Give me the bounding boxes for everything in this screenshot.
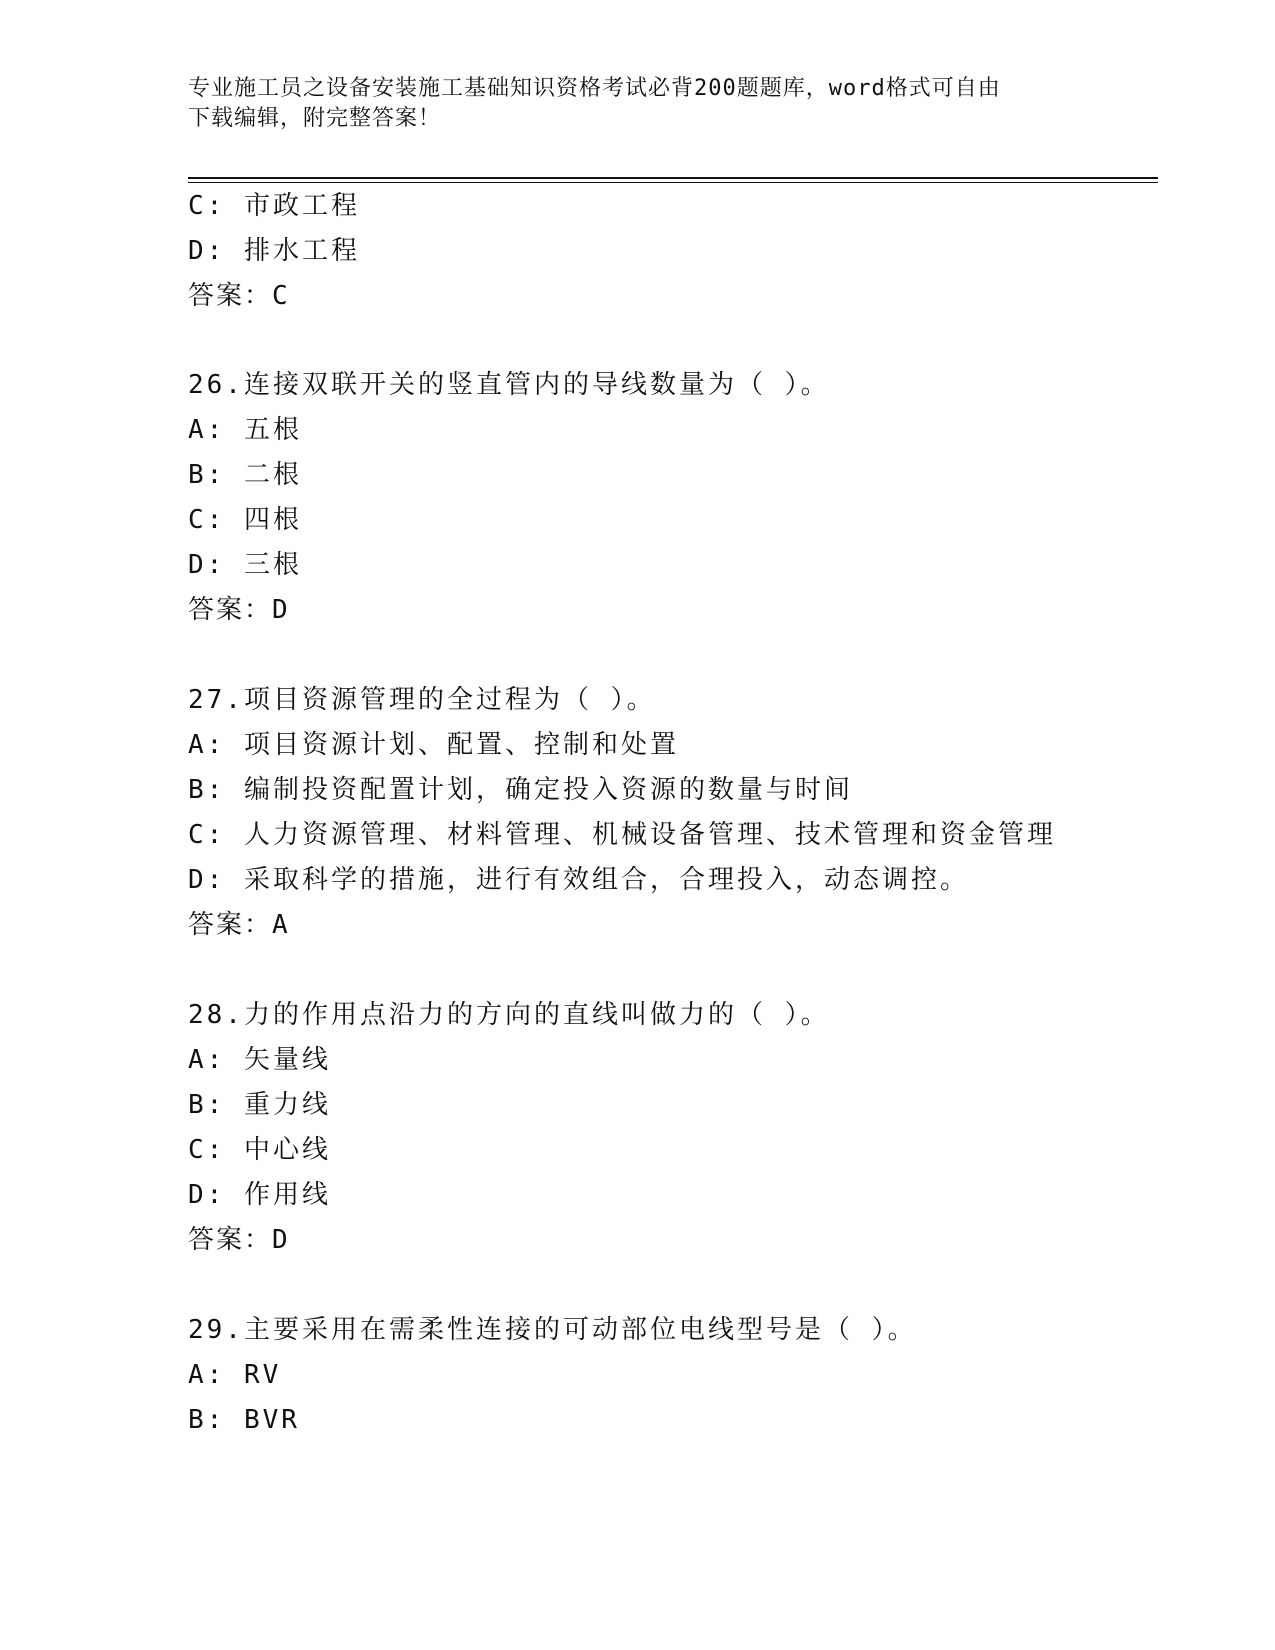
question-28-option-c: C: 中心线 <box>188 1135 331 1165</box>
header-divider-thick <box>188 177 1158 179</box>
question-29-option-a: A: RV <box>188 1360 282 1390</box>
header-divider-thin <box>188 182 1158 183</box>
question-27-option-c: C: 人力资源管理、材料管理、机械设备管理、技术管理和资金管理 <box>188 820 1056 850</box>
question-26-option-a: A: 五根 <box>188 415 302 445</box>
question-27-text: 27.项目资源管理的全过程为（ ）。 <box>188 685 656 715</box>
prev-question-option-d: D: 排水工程 <box>188 236 360 266</box>
question-26-option-d: D: 三根 <box>188 550 302 580</box>
question-27-option-b: B: 编制投资配置计划，确定投入资源的数量与时间 <box>188 775 853 805</box>
question-28-answer: 答案：D <box>188 1225 290 1255</box>
question-27-option-d: D: 采取科学的措施，进行有效组合，合理投入，动态调控。 <box>188 865 969 895</box>
prev-question-option-c: C: 市政工程 <box>188 191 360 221</box>
document-header: 专业施工员之设备安装施工基础知识资格考试必背200题题库，word格式可自由 下载编辑，附完整答案！ <box>188 76 1001 131</box>
question-26-text: 26.连接双联开关的竖直管内的导线数量为（ ）。 <box>188 370 830 400</box>
question-26-answer: 答案：D <box>188 595 290 625</box>
question-29-text: 29.主要采用在需柔性连接的可动部位电线型号是（ ）。 <box>188 1315 917 1345</box>
question-29-option-b: B: BVR <box>188 1405 300 1435</box>
question-26-option-b: B: 二根 <box>188 460 302 490</box>
question-27-option-a: A: 项目资源计划、配置、控制和处置 <box>188 730 679 760</box>
prev-question-answer: 答案：C <box>188 281 290 311</box>
question-28-text: 28.力的作用点沿力的方向的直线叫做力的（ ）。 <box>188 1000 830 1030</box>
question-27-answer: 答案：A <box>188 910 290 940</box>
question-26-option-c: C: 四根 <box>188 505 302 535</box>
question-28-option-d: D: 作用线 <box>188 1180 331 1210</box>
question-28-option-b: B: 重力线 <box>188 1090 331 1120</box>
question-28-option-a: A: 矢量线 <box>188 1045 331 1075</box>
